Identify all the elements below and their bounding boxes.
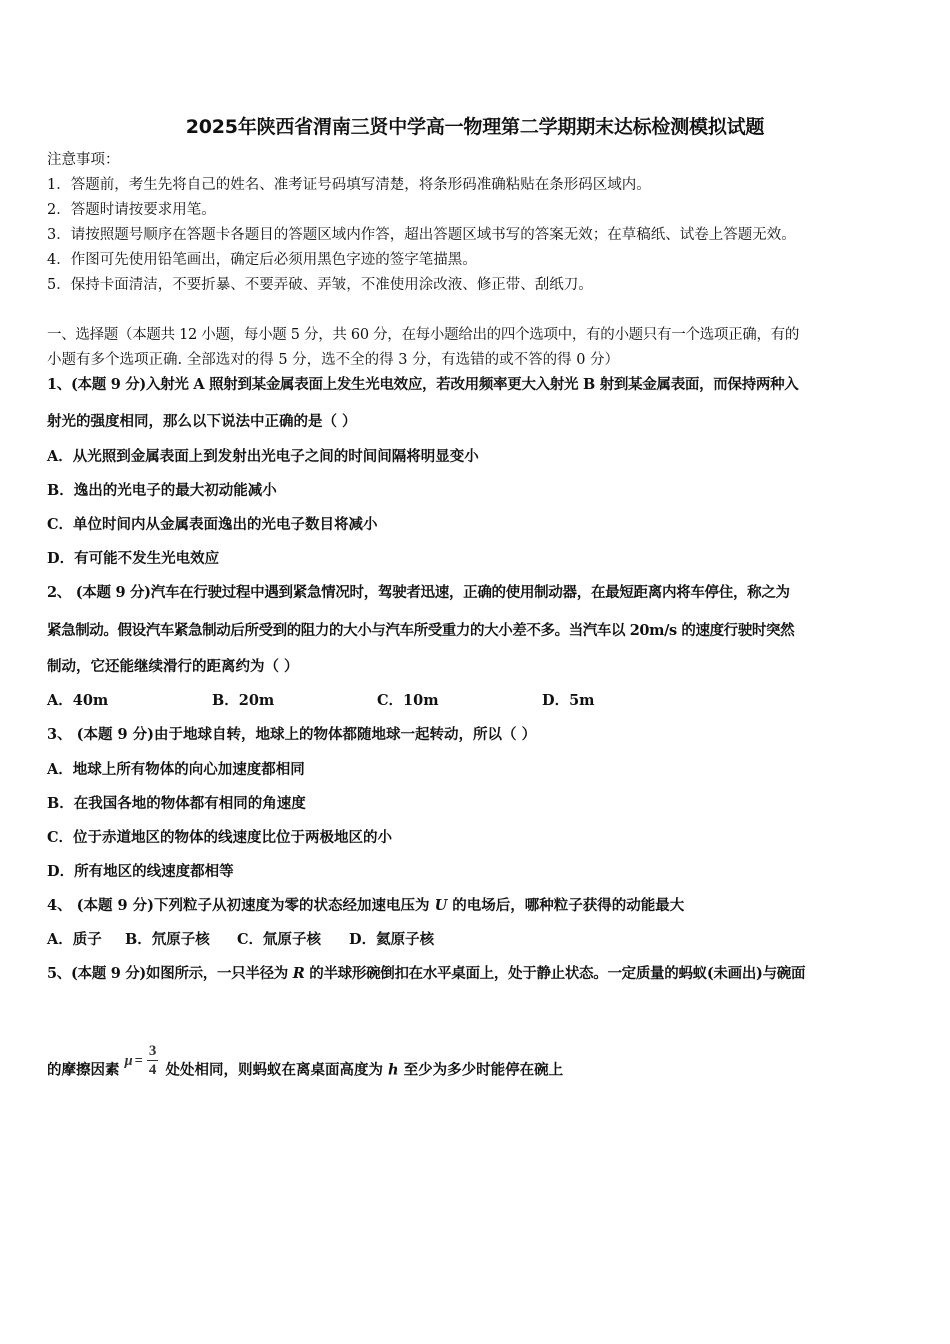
mu-symbol: μ bbox=[124, 1052, 133, 1069]
question-4-text-post: 的电场后，哪种粒子获得的动能最大 bbox=[447, 897, 685, 914]
question-5-var-r: R bbox=[292, 965, 305, 982]
question-5-line-2-mid: 处处相同，则蚂蚁在离桌面高度为 bbox=[160, 1061, 389, 1079]
notice-item-1: 1．答题前，考生先将自己的姓名、准考证号码填写清楚，将条形码准确粘贴在条形码区域内。 bbox=[47, 177, 651, 193]
notice-item-4: 4．作图可先使用铅笔画出，确定后必须用黑色字迹的签字笔描黑。 bbox=[47, 252, 477, 268]
question-3-line-1: 3、 (本题 9 分)由于地球自转，地球上的物体都随地球一起转动，所以（ ） bbox=[47, 726, 537, 743]
section-header-line-1: 一、选择题（本题共 12 小题，每小题 5 分，共 60 分，在每小题给出的四个选项中，有的小题只有一个选项正确，有的 bbox=[47, 327, 800, 343]
question-5-var-h: h bbox=[388, 1061, 399, 1079]
fraction-numerator: 3 bbox=[148, 1043, 157, 1059]
question-2-line-3: 制动，它还能继续滑行的距离约为（ ） bbox=[47, 658, 299, 675]
question-5-line-2-pre: 的摩擦因素 bbox=[47, 1061, 125, 1079]
question-3-option-a: A．地球上所有物体的向心加速度都相同 bbox=[47, 761, 305, 778]
friction-fraction bbox=[147, 1042, 159, 1079]
question-3-option-d: D．所有地区的线速度都相等 bbox=[47, 863, 234, 880]
fraction-denominator: 4 bbox=[148, 1062, 157, 1078]
notice-heading: 注意事项： bbox=[47, 152, 120, 168]
question-4-option-c: C．氚原子核 bbox=[237, 931, 322, 948]
question-5-line-2-post: 至少为多少时能停在碗上 bbox=[398, 1061, 564, 1079]
question-3-option-b: B．在我国各地的物体都有相同的角速度 bbox=[47, 795, 306, 812]
section-header-line-2: 小题有多个选项正确. 全部选对的得 5 分，选不全的得 3 分，有选错的或不答的得 0 分） bbox=[47, 352, 620, 368]
question-2-line-1: 2、 (本题 9 分)汽车在行驶过程中遇到紧急情况时，驾驶者迅速，正确的使用制动器，在最短距离内将车停住，称之为 bbox=[47, 584, 790, 601]
question-5-text-pre: 5、(本题 9 分)如图所示，一只半径为 bbox=[47, 965, 293, 982]
question-4-option-b: B．氘原子核 bbox=[125, 931, 210, 948]
question-5-line-2 bbox=[47, 1043, 907, 1089]
equals-sign: = bbox=[134, 1052, 143, 1069]
question-4-option-a: A．质子 bbox=[47, 931, 102, 948]
question-4-line-1 bbox=[47, 896, 907, 916]
notice-item-5: 5．保持卡面清洁，不要折暴、不要弄破、弄皱，不准使用涂改液、修正带、刮纸刀。 bbox=[47, 277, 593, 293]
question-2-option-d: D．5m bbox=[542, 692, 595, 709]
question-4-var-u: U bbox=[434, 897, 448, 914]
page-title: 2025年陕西省渭南三贤中学高一物理第二学期期末达标检测模拟试题 bbox=[185, 116, 765, 138]
question-5-line-1 bbox=[47, 964, 907, 984]
question-1-line-2: 射光的强度相同，那么以下说法中正确的是（ ） bbox=[47, 413, 357, 430]
question-1-line-1: 1、(本题 9 分)入射光 A 照射到某金属表面上发生光电效应，若改用频率更大入射光 B 射到某金属表面，而保持两种入 bbox=[47, 376, 799, 393]
question-1-option-d: D．有可能不发生光电效应 bbox=[47, 550, 220, 567]
question-1-option-c: C．单位时间内从金属表面逸出的光电子数目将减小 bbox=[47, 516, 378, 533]
question-2-option-a: A．40m bbox=[47, 692, 109, 709]
question-4-text-pre: 4、 (本题 9 分)下列粒子从初速度为零的状态经加速电压为 bbox=[47, 897, 435, 914]
question-4-option-d: D．氦原子核 bbox=[349, 931, 435, 948]
question-2-line-2: 紧急制动。假设汽车紧急制动后所受到的阻力的大小与汽车所受重力的大小差不多。当汽车以 20m/s 的速度行驶时突然 bbox=[47, 622, 795, 639]
question-5-text-post: 的半球形碗倒扣在水平桌面上，处于静止状态。一定质量的蚂蚁(未画出)与碗面 bbox=[304, 965, 806, 982]
question-3-option-c: C．位于赤道地区的物体的线速度比位于两极地区的小 bbox=[47, 829, 393, 846]
notice-item-2: 2．答题时请按要求用笔。 bbox=[47, 202, 216, 218]
question-2-option-b: B．20m bbox=[212, 692, 275, 709]
question-1-option-b: B．逸出的光电子的最大初动能减小 bbox=[47, 482, 277, 499]
question-1-option-a: A．从光照到金属表面上到发射出光电子之间的时间间隔将明显变小 bbox=[47, 448, 479, 465]
question-2-option-c: C．10m bbox=[377, 692, 439, 709]
notice-item-3: 3．请按照题号顺序在答题卡各题目的答题区域内作答，超出答题区域书写的答案无效；在草稿纸、试卷上答题无效。 bbox=[47, 227, 796, 243]
